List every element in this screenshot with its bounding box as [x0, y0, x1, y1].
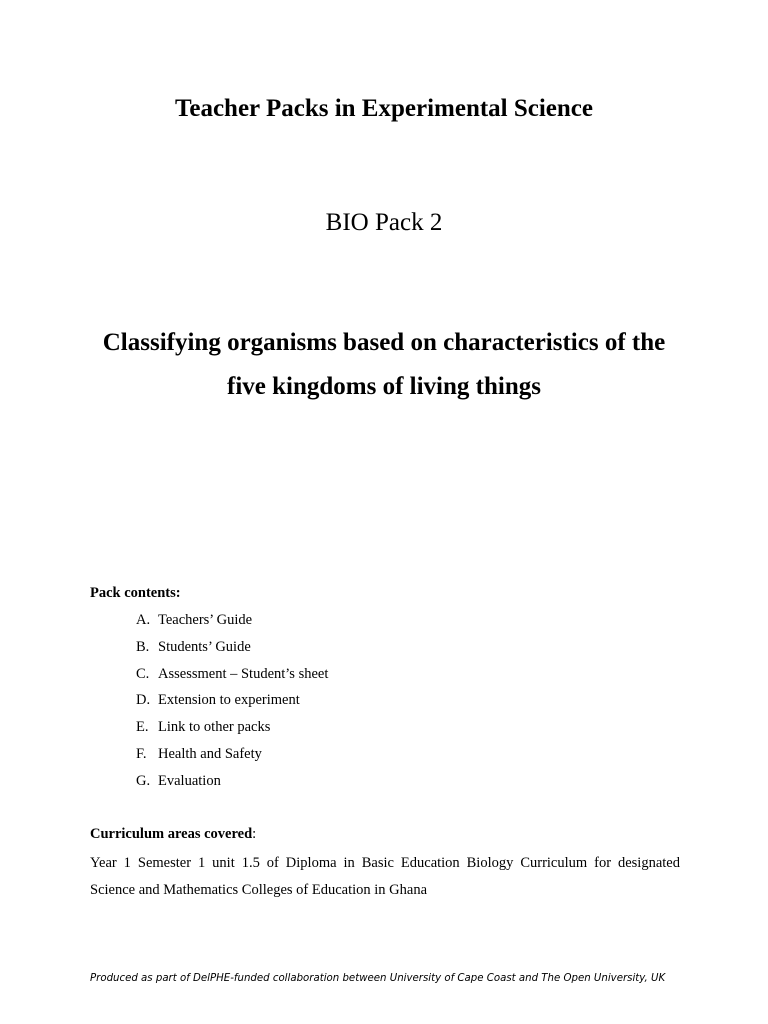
list-item-label: Students’ Guide: [158, 638, 251, 655]
list-item: [136, 744, 328, 771]
pack-contents-list: [136, 610, 328, 798]
list-item: [136, 664, 328, 691]
list-item-letter: F.: [136, 745, 147, 762]
list-item-letter: E.: [136, 719, 149, 736]
list-item: [136, 690, 328, 717]
list-item-label: Link to other packs: [158, 719, 271, 736]
footer-note: Produced as part of DelPHE-funded collaboration between University of Cape Coast and The Open University, UK: [90, 973, 666, 984]
list-item: [136, 771, 328, 798]
list-item-label: Evaluation: [158, 772, 221, 789]
list-item-label: Assessment – Student’s sheet: [158, 665, 329, 682]
list-item: [136, 610, 328, 637]
pack-contents-heading: Pack contents:: [90, 585, 181, 601]
list-item-letter: A.: [136, 612, 151, 628]
main-title-line-2: five kingdoms of living things: [227, 373, 541, 400]
list-item-letter: B.: [136, 638, 150, 655]
list-item-letter: G.: [136, 772, 151, 789]
curriculum-heading: [90, 824, 256, 844]
curriculum-text: Year 1 Semester 1 unit 1.5 of Diploma in Basic Education Biology Curriculum for designated Science and Mathematics Colleges of Education in Ghana: [90, 855, 680, 898]
list-item-label: Extension to experiment: [158, 692, 300, 709]
main-title: [60, 321, 708, 409]
curriculum-heading-colon: :: [252, 826, 257, 842]
list-item: [136, 637, 328, 664]
list-item-letter: C.: [136, 665, 150, 682]
main-title-line-1: Classifying organisms based on characteristics of the: [102, 329, 666, 356]
curriculum-heading-label: Curriculum areas covered: [90, 826, 253, 842]
list-item-label: Teachers’ Guide: [158, 612, 253, 628]
series-title: Teacher Packs in Experimental Science: [174, 95, 594, 122]
list-item-label: Health and Safety: [158, 745, 262, 762]
list-item-letter: D.: [136, 692, 151, 709]
list-item: [136, 717, 328, 744]
pack-id: BIO Pack 2: [325, 209, 443, 236]
